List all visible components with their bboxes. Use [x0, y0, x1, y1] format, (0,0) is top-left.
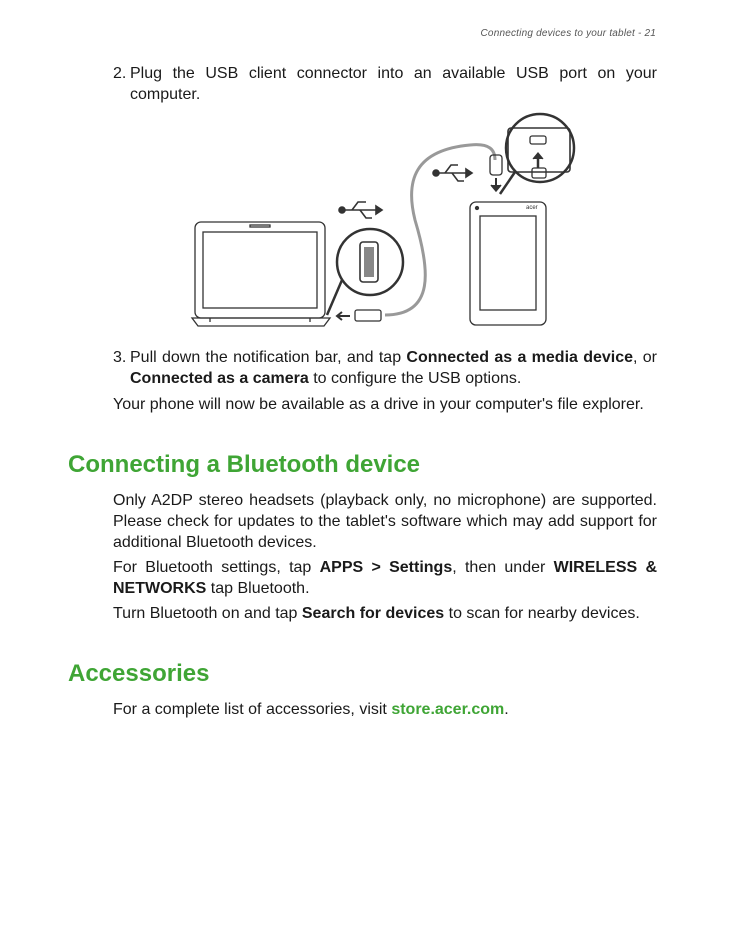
usb-cable	[385, 145, 495, 315]
usb-symbol-icon	[339, 202, 382, 218]
usb-connection-illustration	[190, 110, 585, 330]
usb-plug-laptop	[337, 310, 381, 321]
micro-usb-port-magnifier	[500, 114, 574, 194]
paragraph-drive: Your phone will now be available as a drive in your computer's file explorer.	[113, 396, 644, 413]
bold-camera: Connected as a camera	[130, 370, 309, 387]
paragraph-search: Turn Bluetooth on and tap Search for devices to scan for nearby devices.	[113, 605, 640, 622]
step-number: 3.	[113, 349, 127, 366]
laptop-icon	[192, 222, 330, 326]
bold-search-devices: Search for devices	[301, 605, 445, 622]
heading-accessories: Accessories	[68, 660, 210, 687]
step-number: 2.	[113, 65, 127, 82]
micro-usb-plug-icon	[490, 155, 502, 191]
paragraph-a2dp: Only A2DP stereo headsets (playback only, no microphone) are supported. Please check for updates to the tablet's software which may add support for additional Bluetooth devices.	[113, 492, 657, 551]
tablet-icon	[470, 202, 546, 325]
step-text: Plug the USB client connector into an available USB port on your computer.	[130, 65, 657, 103]
bold-apps-settings: APPS > Settings	[319, 559, 453, 576]
running-header: Connecting devices to your tablet - 21	[480, 28, 656, 39]
bold-media-device: Connected as a media device	[406, 349, 634, 366]
step-3	[113, 347, 657, 389]
heading-bluetooth: Connecting a Bluetooth device	[68, 451, 421, 478]
bold-wireless-networks: WIRELESS & NETWORKS	[113, 559, 658, 597]
paragraph-bluetooth-settings: For Bluetooth settings, tap APPS > Settings, then under WIRELESS & NETWORKS tap Bluetooth.	[113, 559, 658, 597]
step-2	[113, 63, 657, 105]
usb-port-magnifier	[327, 229, 403, 315]
store-link[interactable]: store.acer.com	[391, 701, 505, 718]
step-text: Pull down the notification bar, and tap Connected as a media device, or Connected as a camera to configure the USB options.	[130, 349, 658, 387]
usb-symbol-icon-tablet	[433, 165, 472, 181]
paragraph-accessories: For a complete list of accessories, visit store.acer.com.	[113, 701, 509, 718]
svg-text:acer: acer	[526, 205, 538, 211]
